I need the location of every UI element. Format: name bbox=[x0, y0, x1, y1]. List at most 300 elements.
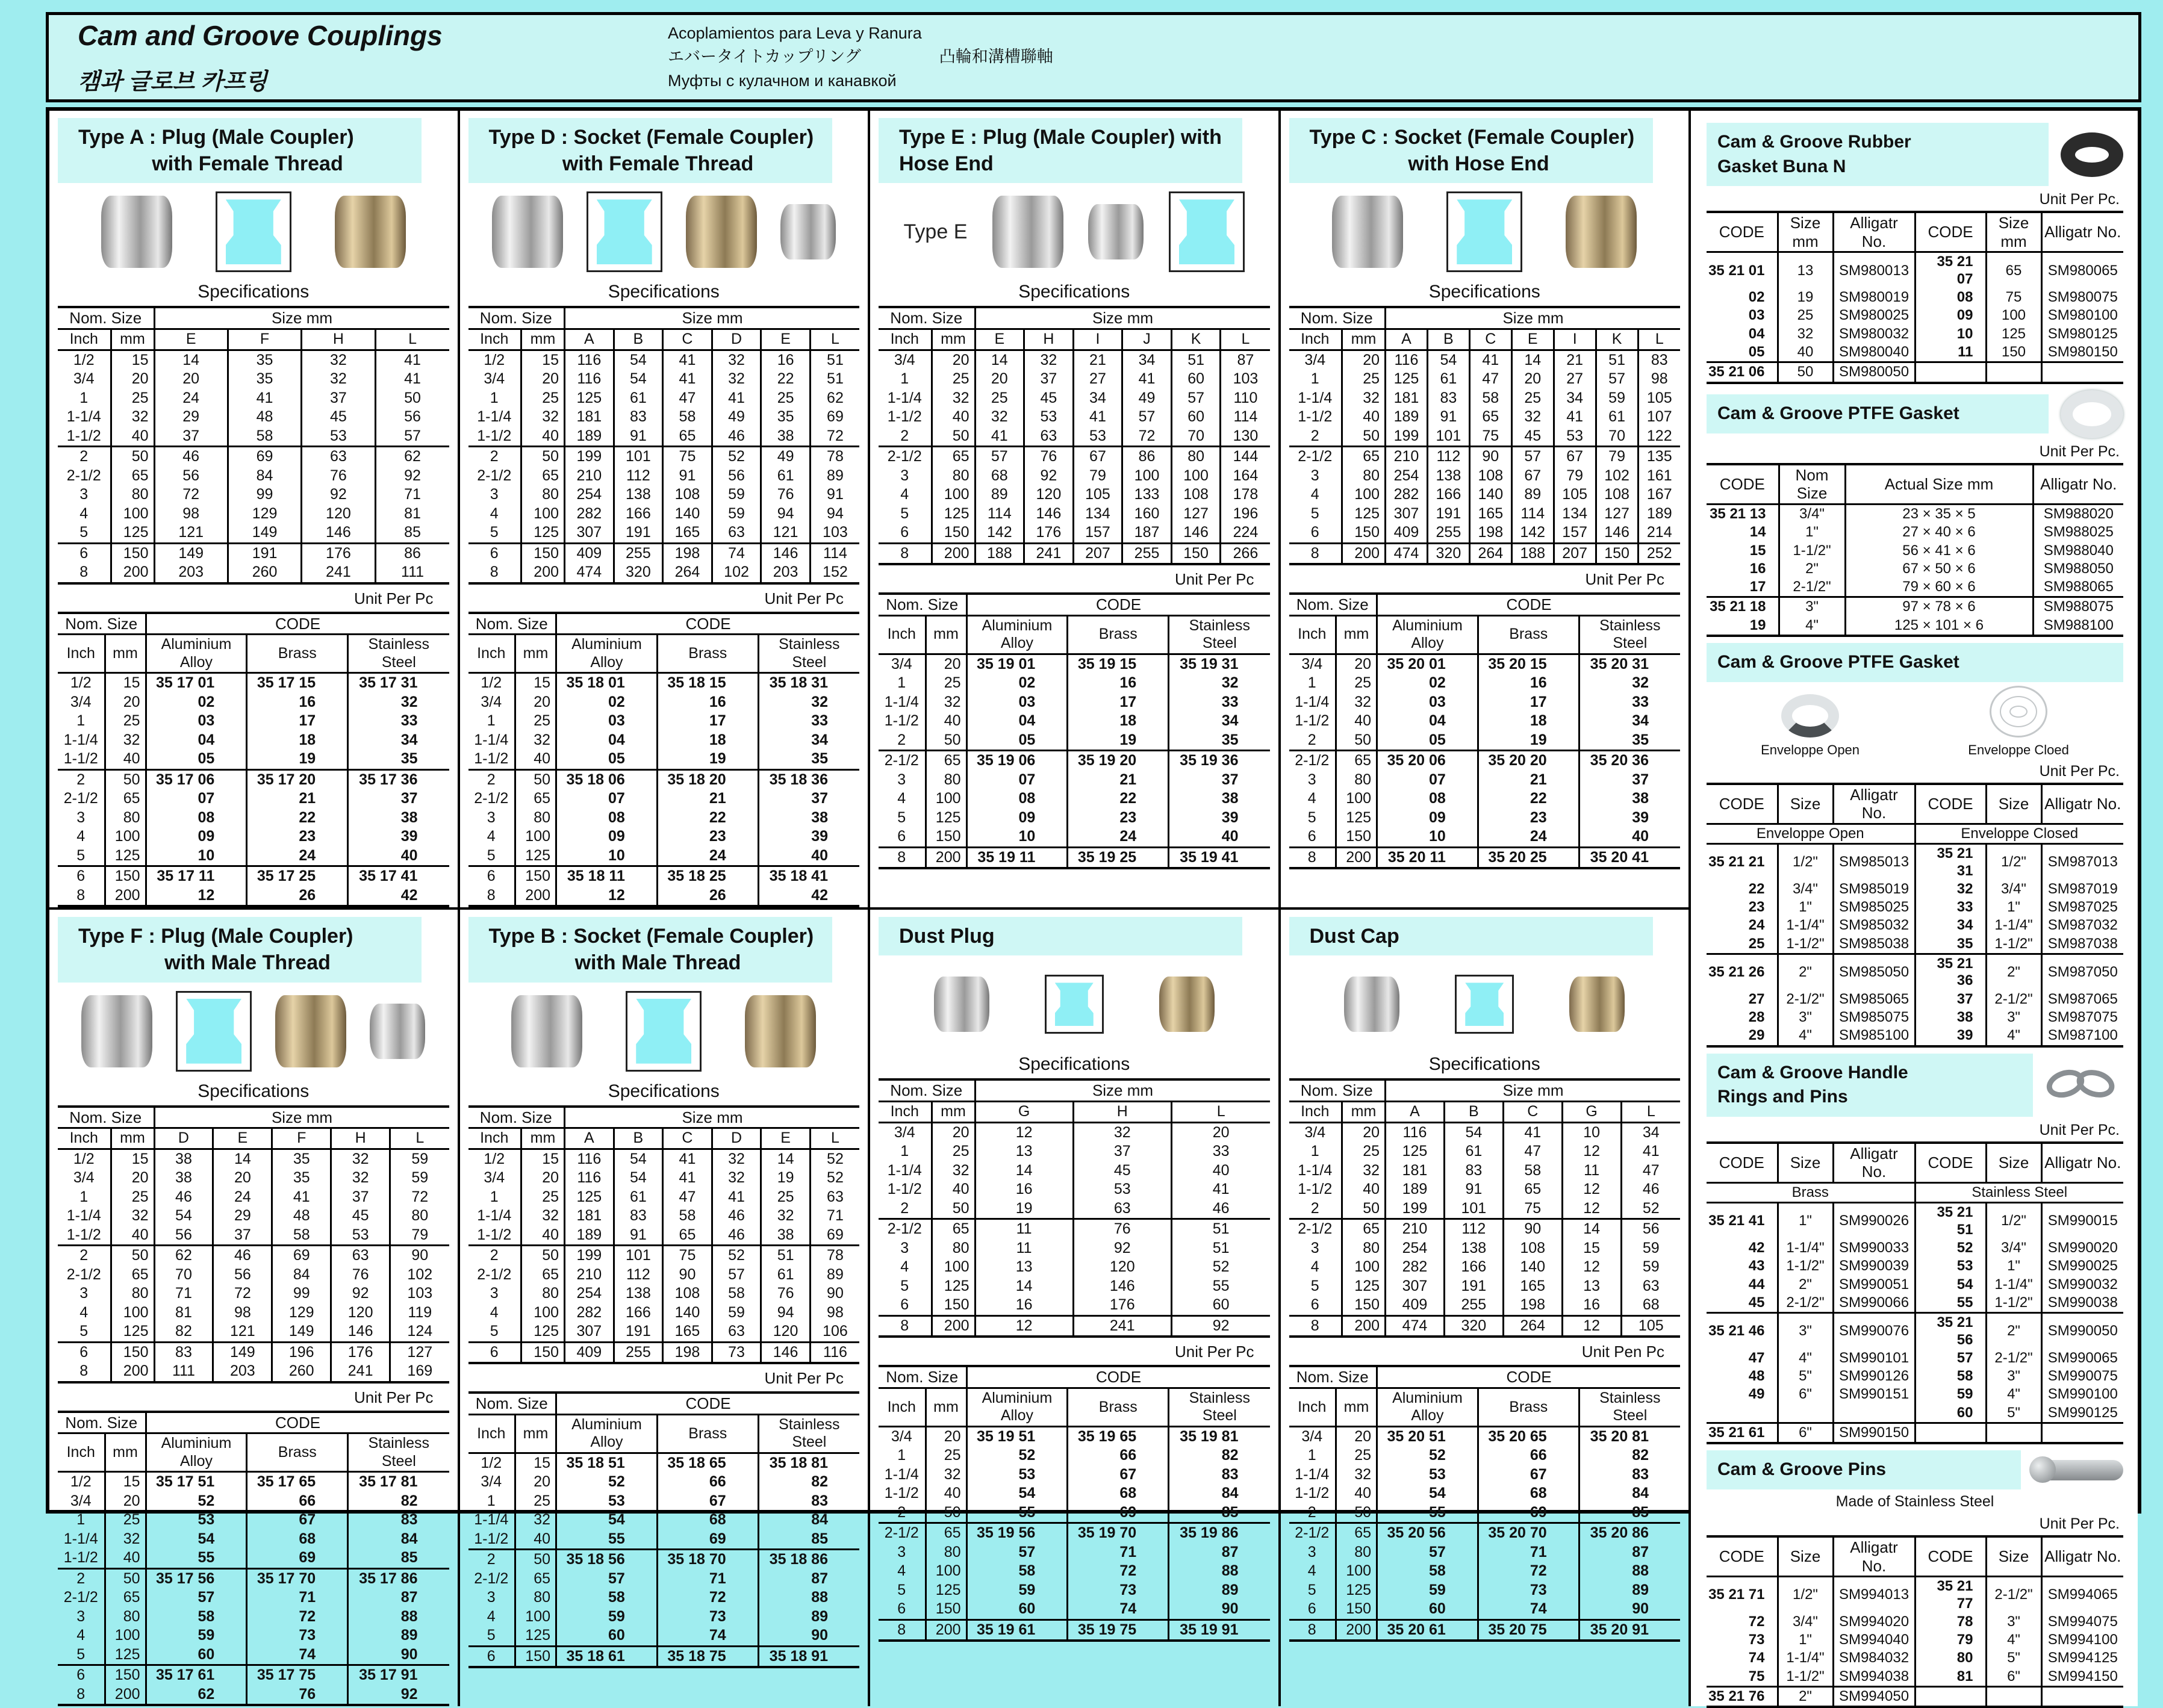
spec-cell: 166 bbox=[1427, 485, 1469, 505]
code-cell: 6 bbox=[58, 866, 105, 886]
code-cell: 68 bbox=[1478, 1484, 1579, 1503]
code-cell: 38 bbox=[1579, 789, 1680, 809]
spec-cell: 105 bbox=[1638, 389, 1680, 408]
sidebar-cell: 35 21 01 bbox=[1707, 252, 1778, 288]
code-row bbox=[58, 1588, 449, 1607]
spec-cell: 10 bbox=[1562, 1122, 1621, 1142]
code-cell: 60 bbox=[966, 1600, 1068, 1619]
sidebar-cell: SM990050 bbox=[2041, 1313, 2123, 1349]
spec-cell: 14 bbox=[975, 1161, 1073, 1181]
spec-cell: 214 bbox=[1638, 523, 1680, 543]
code-cell: 68 bbox=[1068, 1484, 1169, 1503]
spec-cell: 27 bbox=[1073, 370, 1122, 389]
sidebar-cell: SM988065 bbox=[2033, 578, 2123, 597]
code-cell: 10 bbox=[556, 846, 658, 866]
inch-header: Inch bbox=[468, 1414, 515, 1453]
spec-cell: 76 bbox=[761, 1284, 811, 1303]
spec-cell: 32 bbox=[521, 1206, 565, 1226]
code-cell: 04 bbox=[966, 712, 1068, 731]
inch-header: Inch bbox=[1289, 1102, 1342, 1123]
code-cell: 35 18 20 bbox=[657, 769, 758, 789]
dim-l-header: L bbox=[390, 1128, 449, 1149]
mm-header: mm bbox=[521, 1128, 565, 1149]
spec-cell: 79 bbox=[1554, 467, 1596, 486]
code-cell: 1-1/2 bbox=[1295, 1485, 1330, 1502]
column-header: Alligatr No. bbox=[1833, 1143, 1915, 1183]
spec-row bbox=[879, 1161, 1270, 1181]
code-cell: 1/2 bbox=[58, 673, 105, 693]
sidebar-row bbox=[1707, 504, 2123, 523]
sidebar-row bbox=[1707, 252, 2123, 288]
sidebar-cell: 2-1/2" bbox=[1778, 990, 1833, 1008]
spec-cell: 266 bbox=[1221, 543, 1270, 564]
dim-b-header: B bbox=[1427, 329, 1469, 350]
code-cell: 10 bbox=[966, 827, 1068, 847]
sidebar-cell: 53 bbox=[1915, 1257, 1986, 1275]
size-mm-header: Size mm bbox=[565, 1107, 859, 1128]
column-header: Size bbox=[1778, 784, 1833, 824]
spec-row bbox=[468, 1246, 860, 1265]
code-cell: 54 bbox=[556, 1511, 658, 1530]
spec-cell: 3/4 bbox=[484, 1169, 505, 1187]
spec-cell: 188 bbox=[975, 543, 1024, 564]
spec-cell: 20 bbox=[111, 370, 154, 389]
sidebar-cell: 1" bbox=[1986, 1257, 2041, 1275]
spec-cell: 6 bbox=[1310, 1296, 1319, 1314]
code-cell: 8 bbox=[879, 847, 926, 868]
sidebar-cell: 100 bbox=[1986, 306, 2041, 325]
spec-row bbox=[58, 447, 449, 467]
spec-cell: 38 bbox=[761, 1226, 811, 1246]
section-diagram-icon bbox=[1455, 975, 1514, 1034]
spec-cell: 20 bbox=[1171, 1122, 1269, 1142]
code-cell: 65 bbox=[515, 789, 556, 809]
spec-row bbox=[58, 427, 449, 447]
sidebar-cell: SM980050 bbox=[1833, 362, 1915, 383]
spec-cell: 25 bbox=[975, 389, 1024, 408]
code-cell: 35 20 20 bbox=[1478, 751, 1579, 771]
spec-cell: 57 bbox=[1171, 389, 1221, 408]
code-cell: 35 18 51 bbox=[556, 1453, 658, 1473]
spec-cell: 1 bbox=[79, 389, 89, 406]
code-cell: 35 17 65 bbox=[247, 1472, 348, 1492]
spec-cell: 191 bbox=[614, 1322, 663, 1342]
spec-cell: 69 bbox=[228, 447, 301, 467]
panel-title-line: Type F : Plug (Male Coupler) bbox=[78, 925, 353, 948]
unit-per-pc-label: Unit Per Pc. bbox=[2039, 191, 2120, 208]
spec-cell: 38 bbox=[154, 1169, 213, 1188]
code-row bbox=[468, 866, 860, 886]
code-cell: 35 20 86 bbox=[1579, 1523, 1680, 1543]
code-cell: 35 20 91 bbox=[1579, 1619, 1680, 1641]
unit-per-pc-label: Unit Per Pc bbox=[764, 589, 844, 607]
product-images bbox=[58, 187, 449, 277]
spec-cell: 63 bbox=[810, 1188, 859, 1207]
code-cell: 21 bbox=[247, 789, 348, 809]
sidebar-cell: 35 21 31 bbox=[1915, 844, 1986, 880]
sidebar-cell: SM980075 bbox=[2041, 288, 2123, 306]
subtitle-russian: Муфты с кулачном и канавкой bbox=[668, 71, 897, 90]
sidebar-row bbox=[1707, 898, 2123, 916]
spec-row bbox=[58, 505, 449, 524]
spec-cell: 20 bbox=[154, 370, 228, 389]
spec-cell: 65 bbox=[1503, 1180, 1562, 1199]
spec-row bbox=[879, 427, 1270, 447]
spec-cell: 92 bbox=[375, 467, 449, 486]
code-row bbox=[1289, 1465, 1681, 1485]
spec-cell: 35 bbox=[761, 408, 811, 427]
spec-cell: 65 bbox=[663, 427, 712, 447]
spec-cell: 46 bbox=[712, 427, 761, 447]
sidebar-cell: 74 bbox=[1748, 1650, 1765, 1666]
spec-cell: 76 bbox=[1073, 1219, 1171, 1239]
spec-header-row bbox=[58, 307, 449, 329]
code-row bbox=[468, 827, 860, 846]
dim-h-header: H bbox=[302, 329, 375, 350]
spec-cell: 41 bbox=[1469, 350, 1511, 370]
dim-f-header: F bbox=[228, 329, 301, 350]
code-cell: 35 17 56 bbox=[146, 1568, 247, 1588]
sidebar-cell: 75 bbox=[1748, 1668, 1765, 1685]
code-cell: 32 bbox=[1336, 1465, 1377, 1485]
spec-cell: 34 bbox=[1122, 350, 1172, 370]
sidebar-cell: SM987050 bbox=[2041, 954, 2123, 990]
code-cell: 38 bbox=[758, 809, 859, 828]
spec-row bbox=[58, 1246, 449, 1265]
unit-per-pc-label: Unit Pen Pc bbox=[1581, 1343, 1664, 1361]
spec-cell: 32 bbox=[1511, 408, 1554, 427]
mm-header: mm bbox=[515, 1414, 556, 1453]
sidebar-cell: SM980013 bbox=[1833, 252, 1915, 288]
spec-header-row bbox=[1289, 1079, 1681, 1101]
sidebar-cell: SM990025 bbox=[2041, 1257, 2123, 1275]
dim-d-header: D bbox=[712, 1128, 761, 1149]
code-row bbox=[1289, 1543, 1681, 1562]
code-cell: 33 bbox=[1579, 693, 1680, 712]
spec-cell: 125 bbox=[1386, 370, 1428, 389]
spec-cell: 120 bbox=[1024, 485, 1074, 505]
spec-cell: 2-1/2 bbox=[879, 1219, 932, 1239]
code-row bbox=[879, 827, 1270, 847]
spec-cell: 25 bbox=[761, 389, 811, 408]
code-row bbox=[1289, 827, 1681, 847]
spec-cell: 116 bbox=[565, 1149, 614, 1169]
sidebar-cell: SM990039 bbox=[1833, 1257, 1915, 1275]
sidebar-row bbox=[1707, 935, 2123, 954]
spec-cell: 81 bbox=[154, 1303, 213, 1323]
spec-cell: 196 bbox=[272, 1342, 331, 1362]
code-cell: 20 bbox=[515, 693, 556, 712]
code-cell: 50 bbox=[105, 1568, 146, 1588]
sidebar-cell: SM988050 bbox=[2033, 560, 2123, 578]
sidebar-cell: SM988075 bbox=[2033, 597, 2123, 616]
spec-cell: 51 bbox=[1171, 1219, 1269, 1239]
nom-size-header: Nom. Size bbox=[1289, 307, 1386, 329]
code-cell: 22 bbox=[1478, 789, 1579, 809]
sidebar-row bbox=[1707, 616, 2123, 636]
code-cell: 3 bbox=[487, 1589, 496, 1606]
spec-row bbox=[58, 1169, 449, 1188]
spec-cell: 61 bbox=[614, 389, 663, 408]
sidebar-cell: 1-1/2" bbox=[1778, 935, 1833, 954]
spec-cell: 47 bbox=[1503, 1142, 1562, 1161]
spec-cell: 52 bbox=[810, 1169, 859, 1188]
code-cell: 3 bbox=[76, 809, 86, 826]
sidebar-cell: 43 bbox=[1748, 1258, 1765, 1275]
spec-row bbox=[58, 389, 449, 408]
spec-row bbox=[879, 485, 1270, 505]
spec-cell: 191 bbox=[1444, 1277, 1503, 1296]
inch-header: Inch bbox=[879, 1388, 926, 1426]
spec-cell: 15 bbox=[521, 1149, 565, 1169]
spec-cell: 45 bbox=[1024, 389, 1074, 408]
spec-cell: 114 bbox=[810, 543, 859, 563]
code-cell: 1-1/4 bbox=[1295, 693, 1330, 710]
code-cell: 89 bbox=[1169, 1581, 1270, 1600]
spec-cell: 199 bbox=[565, 447, 614, 467]
spec-cell: 114 bbox=[1221, 408, 1270, 427]
spec-cell: 107 bbox=[1638, 408, 1680, 427]
code-cell: 25 bbox=[105, 712, 146, 731]
code-row bbox=[58, 1665, 449, 1685]
spec-cell: 210 bbox=[1386, 1219, 1445, 1239]
sidebar-cell: SM980032 bbox=[1833, 325, 1915, 343]
material-header: Stainless Steel bbox=[1169, 1388, 1270, 1426]
sidebar-subheader-row bbox=[1707, 1183, 2123, 1203]
spec-cell: 32 bbox=[111, 408, 154, 427]
sidebar-cell: 3" bbox=[1778, 1008, 1833, 1026]
code-cell: 35 17 01 bbox=[146, 673, 247, 693]
sidebar-cell: SM990066 bbox=[1833, 1294, 1915, 1313]
code-cell: 35 20 31 bbox=[1579, 654, 1680, 674]
code-cell: 4 bbox=[897, 790, 906, 807]
spec-cell: 164 bbox=[1221, 467, 1270, 486]
column-header: CODE bbox=[1707, 784, 1778, 824]
sidebar-cell: SM988040 bbox=[2033, 542, 2123, 560]
panel-title-bar bbox=[58, 118, 422, 183]
code-cell: 5 bbox=[1307, 809, 1316, 826]
sidebar-cell: 47 bbox=[1748, 1349, 1765, 1366]
code-cell: 125 bbox=[1336, 809, 1377, 828]
header-left bbox=[49, 19, 668, 96]
spec-row bbox=[1289, 1161, 1681, 1181]
sidebar-cell: SM994125 bbox=[2041, 1649, 2123, 1667]
dim-l-header: L bbox=[1221, 329, 1270, 350]
code-row bbox=[58, 1626, 449, 1645]
sidebar-cell: 37 bbox=[1915, 990, 1986, 1008]
page-header bbox=[46, 12, 2141, 102]
subheader: Enveloppe Open bbox=[1707, 824, 1915, 843]
spec-cell: 91 bbox=[1427, 408, 1469, 427]
code-cell: 2 bbox=[468, 1550, 515, 1570]
spec-cell: 46 bbox=[213, 1246, 272, 1265]
sidebar-cell bbox=[1986, 1687, 2041, 1707]
code-cell: 150 bbox=[105, 1665, 146, 1685]
sidebar-cell: 4" bbox=[1778, 1026, 1833, 1046]
code-cell: 18 bbox=[1478, 712, 1579, 731]
product-photo-icon bbox=[1159, 977, 1215, 1032]
sidebar-cell: SM980100 bbox=[2041, 306, 2123, 325]
code-cell: 82 bbox=[758, 1473, 859, 1492]
code-cell: 42 bbox=[758, 886, 859, 907]
spec-cell: 53 bbox=[302, 427, 375, 447]
spec-cell: 58 bbox=[1503, 1161, 1562, 1181]
dim-c-header: C bbox=[1503, 1102, 1562, 1123]
spec-row bbox=[879, 447, 1270, 467]
code-cell: 66 bbox=[247, 1492, 348, 1511]
sidebar-cell: 1-1/4" bbox=[1986, 916, 2041, 934]
spec-cell: 1 bbox=[1310, 370, 1319, 388]
sidebar-cell: 2-1/2" bbox=[1986, 1577, 2041, 1613]
spec-cell: 165 bbox=[1469, 505, 1511, 524]
spec-cell: 5 bbox=[490, 524, 499, 541]
spec-cell: 69 bbox=[272, 1246, 331, 1265]
spec-cell: 87 bbox=[1221, 350, 1270, 370]
sidebar-cell: 79 × 60 × 6 bbox=[1845, 578, 2033, 597]
spec-cell: 38 bbox=[761, 427, 811, 447]
code-row bbox=[879, 789, 1270, 809]
mm-header: mm bbox=[932, 329, 975, 350]
spec-cell: 72 bbox=[154, 485, 228, 505]
spec-cell: 101 bbox=[614, 1246, 663, 1265]
code-cell: 23 bbox=[1478, 809, 1579, 828]
unit-per-pc-label: Unit Per Pc. bbox=[2039, 1121, 2120, 1138]
code-cell: 35 20 15 bbox=[1478, 654, 1579, 674]
size-mm-header: Size mm bbox=[975, 1079, 1269, 1101]
code-cell: 19 bbox=[247, 750, 348, 769]
spec-cell: 282 bbox=[565, 1303, 614, 1323]
spec-cell: 65 bbox=[1342, 1219, 1386, 1239]
dim-l-header: L bbox=[1171, 1102, 1269, 1123]
spec-cell: 178 bbox=[1221, 485, 1270, 505]
code-subheader-row bbox=[58, 635, 449, 673]
spec-cell: 60 bbox=[1171, 408, 1221, 427]
code-row bbox=[58, 1530, 449, 1549]
specifications-heading: Specifications bbox=[198, 282, 310, 302]
mm-header: mm bbox=[111, 329, 154, 350]
spec-cell: 474 bbox=[1386, 543, 1428, 564]
material-header: Brass bbox=[1068, 615, 1169, 654]
code-cell: 62 bbox=[146, 1685, 247, 1706]
code-cell: 3 bbox=[76, 1607, 86, 1625]
material-header: Aluminium Alloy bbox=[1377, 615, 1478, 654]
spec-cell: 11 bbox=[1562, 1161, 1621, 1181]
spec-cell: 51 bbox=[1171, 1239, 1269, 1258]
code-row bbox=[58, 827, 449, 846]
spec-cell: 41 bbox=[663, 1149, 712, 1169]
code-cell: 32 bbox=[515, 731, 556, 750]
code-cell: 71 bbox=[1068, 1543, 1169, 1562]
code-cell: 25 bbox=[926, 674, 966, 693]
dim-l-header: L bbox=[375, 329, 449, 350]
code-cell: 34 bbox=[758, 731, 859, 750]
code-cell: 72 bbox=[657, 1588, 758, 1607]
spec-cell: 241 bbox=[1073, 1315, 1171, 1337]
code-header: CODE bbox=[966, 594, 1269, 615]
nom-size-header: Nom. Size bbox=[468, 1393, 556, 1414]
code-cell: 50 bbox=[515, 769, 556, 789]
code-row bbox=[468, 750, 860, 769]
spec-cell: 56 bbox=[213, 1265, 272, 1285]
code-row bbox=[58, 809, 449, 828]
spec-cell: 92 bbox=[1073, 1239, 1171, 1258]
sidebar-cell: 1/2" bbox=[1986, 1203, 2041, 1239]
dim-k-header: K bbox=[1171, 329, 1221, 350]
code-row bbox=[879, 1543, 1270, 1562]
sidebar-cell bbox=[2041, 362, 2123, 383]
code-row bbox=[879, 1600, 1270, 1619]
spec-cell: 3 bbox=[79, 1285, 89, 1302]
code-row bbox=[468, 1550, 860, 1570]
code-cell: 84 bbox=[1169, 1484, 1270, 1503]
sidebar-cell: 3" bbox=[1779, 597, 1845, 616]
column-header: CODE bbox=[1915, 1143, 1986, 1183]
code-cell: 35 17 11 bbox=[146, 866, 247, 886]
code-row bbox=[58, 1607, 449, 1627]
sidebar-cell: SM990125 bbox=[2041, 1404, 2123, 1423]
rubber-ring-icon bbox=[2061, 132, 2123, 177]
code-header-row bbox=[468, 1393, 860, 1414]
spec-cell: 8 bbox=[1289, 1315, 1342, 1337]
code-cell: 4 bbox=[897, 1562, 906, 1580]
sidebar-cell: 19 bbox=[1749, 616, 1766, 633]
spec-cell: 101 bbox=[614, 447, 663, 467]
spec-row bbox=[468, 1206, 860, 1226]
spec-cell: 73 bbox=[712, 1342, 761, 1363]
spec-cell: 90 bbox=[1469, 447, 1511, 467]
spec-cell: 2-1/2 bbox=[477, 1265, 512, 1283]
spec-cell: 20 bbox=[975, 370, 1024, 389]
code-cell: 200 bbox=[1336, 1619, 1377, 1641]
sidebar-row bbox=[1707, 1257, 2123, 1275]
code-cell: 40 bbox=[105, 1548, 146, 1568]
spec-cell: 47 bbox=[1621, 1161, 1680, 1181]
spec-cell: 41 bbox=[1073, 408, 1122, 427]
sidebar-cell: 16 bbox=[1749, 560, 1766, 577]
spec-cell: 100 bbox=[932, 485, 975, 505]
spec-row bbox=[879, 543, 1270, 564]
column-header: CODE bbox=[1707, 464, 1779, 505]
dim-b-header: B bbox=[1444, 1102, 1503, 1123]
size-mm-header: Size mm bbox=[565, 307, 859, 329]
spec-cell: 152 bbox=[810, 563, 859, 583]
spec-cell: 50 bbox=[932, 1199, 975, 1219]
code-cell: 15 bbox=[105, 1472, 146, 1492]
sidebar-title-line: Cam & Groove PTFE Gasket bbox=[1717, 652, 1959, 672]
sidebar-row bbox=[1707, 1404, 2123, 1423]
spec-cell: 198 bbox=[663, 1342, 712, 1363]
section-diagram-icon bbox=[1169, 191, 1245, 272]
spec-cell: 149 bbox=[213, 1342, 272, 1362]
spec-cell: 35 bbox=[272, 1149, 331, 1169]
spec-cell: 32 bbox=[111, 1206, 154, 1226]
panel-type-b bbox=[460, 910, 871, 1706]
spec-cell: 100 bbox=[1171, 467, 1221, 486]
spec-cell: 59 bbox=[1621, 1258, 1680, 1277]
sidebar-cell: SM985013 bbox=[1833, 844, 1915, 880]
spec-cell: 241 bbox=[302, 563, 375, 583]
spec-cell: 3 bbox=[1310, 467, 1319, 484]
dim-h-header: H bbox=[1024, 329, 1074, 350]
spec-row bbox=[1289, 389, 1681, 408]
spec-cell: 1-1/4 bbox=[66, 1207, 101, 1225]
sidebar-cell: SM990065 bbox=[2041, 1349, 2123, 1367]
spec-cell: 125 bbox=[111, 523, 154, 543]
spec-row bbox=[58, 350, 449, 370]
code-cell: 90 bbox=[758, 1626, 859, 1646]
spec-cell: 307 bbox=[565, 523, 614, 543]
spec-cell: 105 bbox=[1554, 485, 1596, 505]
